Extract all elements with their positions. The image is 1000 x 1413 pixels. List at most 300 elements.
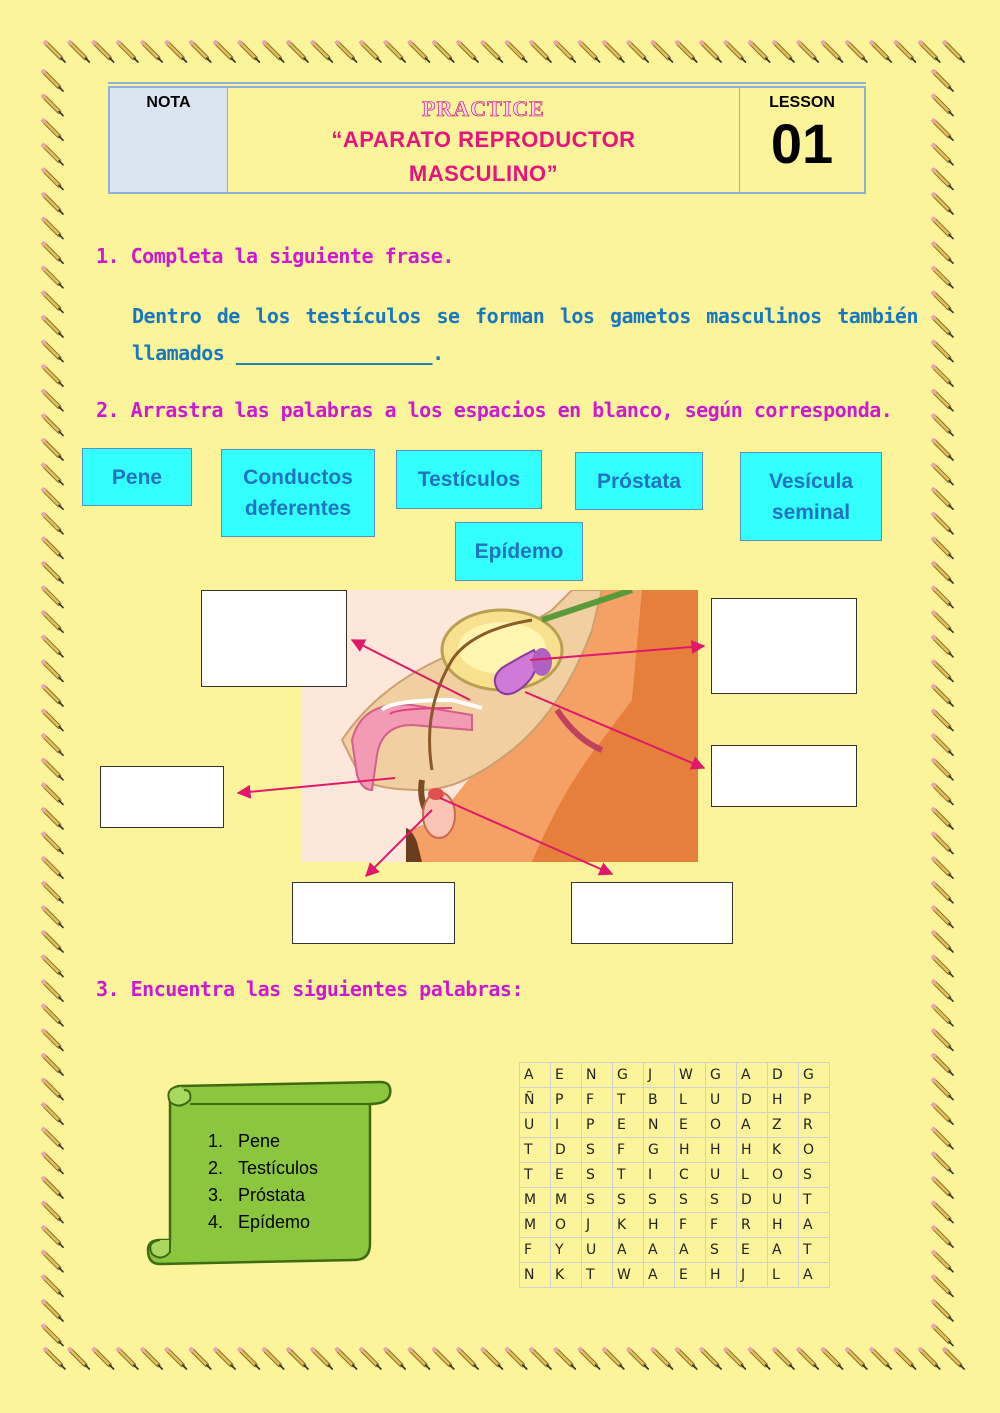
- grid-cell[interactable]: F: [582, 1088, 613, 1113]
- pencil-icon: [932, 365, 953, 386]
- pencil-icon: [360, 1348, 381, 1369]
- pencil-icon: [42, 1177, 63, 1198]
- pencil-icon: [700, 41, 721, 62]
- grid-cell[interactable]: S: [582, 1163, 613, 1188]
- pencil-icon: [190, 1348, 211, 1369]
- pencil-icon: [42, 242, 63, 263]
- grid-cell[interactable]: H: [737, 1138, 768, 1163]
- grid-cell[interactable]: A: [613, 1238, 644, 1263]
- grid-cell[interactable]: D: [551, 1138, 582, 1163]
- pencil-icon: [603, 41, 624, 62]
- pencil-icon: [932, 1128, 953, 1149]
- lesson-cell: [740, 88, 864, 192]
- grid-cell[interactable]: O: [706, 1113, 737, 1138]
- grid-cell[interactable]: F: [520, 1238, 551, 1263]
- grid-row: [520, 1088, 830, 1113]
- grid-cell[interactable]: H: [706, 1138, 737, 1163]
- pencil-icon: [932, 1251, 953, 1272]
- word-list-number: 2.: [208, 1158, 224, 1178]
- chip-vesicula-label-2: seminal: [771, 500, 851, 524]
- pencil-icon: [932, 1005, 953, 1026]
- pencil-icon: [932, 242, 953, 263]
- grid-cell[interactable]: A: [799, 1263, 830, 1288]
- grid-cell[interactable]: E: [675, 1263, 706, 1288]
- grid-cell[interactable]: A: [675, 1238, 706, 1263]
- pencil-icon: [919, 41, 940, 62]
- grid-cell[interactable]: M: [520, 1188, 551, 1213]
- chip-testiculos-label: Testículos: [417, 468, 521, 491]
- sentence-line-1: Dentro de los testículos se forman los gametos masculinos también: [132, 304, 918, 328]
- pencil-icon: [384, 1348, 405, 1369]
- pencil-icon: [932, 316, 953, 337]
- pencil-icon: [457, 1348, 478, 1369]
- pencil-icon: [870, 41, 891, 62]
- grid-cell[interactable]: N: [582, 1063, 613, 1088]
- lesson-label: LESSON: [769, 94, 835, 111]
- pencil-icon: [42, 1005, 63, 1026]
- pencil-icon: [932, 1079, 953, 1100]
- chip-testiculos[interactable]: [396, 450, 542, 509]
- pencil-icon: [481, 1348, 502, 1369]
- grid-cell[interactable]: L: [768, 1263, 799, 1288]
- grid-cell[interactable]: E: [551, 1163, 582, 1188]
- pencil-icon: [42, 513, 63, 534]
- grid-cell[interactable]: R: [799, 1113, 830, 1138]
- pencil-icon: [263, 1348, 284, 1369]
- grid-cell[interactable]: Z: [768, 1113, 799, 1138]
- pencil-icon: [117, 41, 138, 62]
- grid-cell[interactable]: N: [644, 1113, 675, 1138]
- grid-cell[interactable]: U: [768, 1188, 799, 1213]
- grid-cell[interactable]: T: [520, 1163, 551, 1188]
- pencil-icon: [42, 1275, 63, 1296]
- word-list-number: 1.: [208, 1131, 224, 1151]
- pencil-icon: [932, 587, 953, 608]
- pencil-icon: [932, 660, 953, 681]
- pencil-icon: [42, 439, 63, 460]
- grid-cell[interactable]: J: [582, 1213, 613, 1238]
- pencil-icon: [749, 1348, 770, 1369]
- pencil-icon: [676, 41, 697, 62]
- pencil-icon: [336, 41, 357, 62]
- grid-cell[interactable]: A: [737, 1113, 768, 1138]
- grid-cell[interactable]: S: [582, 1138, 613, 1163]
- practice-label: PRACTICE: [422, 96, 545, 121]
- grid-cell[interactable]: L: [737, 1163, 768, 1188]
- grid-row: [520, 1188, 830, 1213]
- grid-row: [520, 1138, 830, 1163]
- grid-cell[interactable]: A: [768, 1238, 799, 1263]
- word-list-word: Próstata: [238, 1185, 306, 1205]
- grid-cell[interactable]: H: [768, 1213, 799, 1238]
- grid-cell[interactable]: E: [613, 1113, 644, 1138]
- pencil-icon: [932, 119, 953, 140]
- grid-cell[interactable]: M: [551, 1188, 582, 1213]
- pencil-icon: [311, 41, 332, 62]
- pencil-icon: [932, 636, 953, 657]
- grid-cell[interactable]: K: [551, 1263, 582, 1288]
- grid-cell[interactable]: U: [582, 1238, 613, 1263]
- grid-row: [520, 1213, 830, 1238]
- word-list-word: Epídemo: [238, 1212, 311, 1232]
- pencil-icon: [932, 685, 953, 706]
- pencil-icon: [932, 857, 953, 878]
- grid-cell[interactable]: G: [613, 1063, 644, 1088]
- pencil-icon: [44, 41, 65, 62]
- pencil-icon: [932, 95, 953, 116]
- pencil-icon: [42, 1226, 63, 1247]
- pencil-icon: [554, 1348, 575, 1369]
- grid-cell[interactable]: D: [737, 1088, 768, 1113]
- pencil-icon: [42, 291, 63, 312]
- chip-vesicula-seminal[interactable]: [740, 452, 882, 541]
- pencil-icon: [932, 1054, 953, 1075]
- grid-cell[interactable]: S: [706, 1238, 737, 1263]
- pencil-icon: [919, 1348, 940, 1369]
- pencil-icon: [506, 41, 527, 62]
- grid-cell[interactable]: H: [768, 1088, 799, 1113]
- chip-epidemo[interactable]: [455, 522, 583, 581]
- grid-cell[interactable]: S: [675, 1188, 706, 1213]
- pencil-icon: [932, 734, 953, 755]
- pencil-icon: [932, 488, 953, 509]
- pencil-icon: [773, 41, 794, 62]
- pencil-icon: [579, 1348, 600, 1369]
- pencil-icon: [238, 1348, 259, 1369]
- pencil-icon: [932, 611, 953, 632]
- pencil-icon: [506, 1348, 527, 1369]
- word-list: [208, 1128, 318, 1236]
- pencil-icon: [932, 1177, 953, 1198]
- pencil-icon: [42, 685, 63, 706]
- pencil-icon: [932, 906, 953, 927]
- pencil-icon: [42, 1300, 63, 1321]
- pencil-icon: [42, 316, 63, 337]
- pencil-icon: [141, 1348, 162, 1369]
- pencil-icon: [42, 218, 63, 239]
- pencil-icon: [42, 611, 63, 632]
- pencil-icon: [42, 341, 63, 362]
- pencil-icon: [42, 119, 63, 140]
- grid-cell[interactable]: K: [613, 1213, 644, 1238]
- grid-cell[interactable]: H: [644, 1213, 675, 1238]
- grid-cell[interactable]: E: [737, 1238, 768, 1263]
- pencil-icon: [42, 980, 63, 1001]
- pencil-icon: [676, 1348, 697, 1369]
- grid-cell[interactable]: G: [644, 1138, 675, 1163]
- chip-conductos-deferentes[interactable]: [221, 449, 375, 537]
- pencil-icon: [797, 41, 818, 62]
- grid-cell[interactable]: J: [737, 1263, 768, 1288]
- pencil-icon: [42, 1325, 63, 1346]
- question-2-heading: 2. Arrastra las palabras a los espacios en blanco, según corresponda.: [96, 398, 893, 422]
- grid-cell[interactable]: D: [737, 1188, 768, 1213]
- grid-cell[interactable]: D: [768, 1063, 799, 1088]
- pencil-icon: [943, 41, 964, 62]
- grid-cell[interactable]: T: [613, 1163, 644, 1188]
- pencil-icon: [311, 1348, 332, 1369]
- grid-cell[interactable]: P: [551, 1088, 582, 1113]
- pencil-icon: [287, 1348, 308, 1369]
- grid-cell[interactable]: Y: [551, 1238, 582, 1263]
- chip-prostata-label: Próstata: [596, 469, 682, 493]
- pencil-icon: [932, 783, 953, 804]
- grid-cell[interactable]: S: [644, 1188, 675, 1213]
- drop-box-bottom-right[interactable]: [571, 882, 733, 944]
- grid-cell[interactable]: O: [551, 1213, 582, 1238]
- pencil-icon: [214, 1348, 235, 1369]
- grid-cell[interactable]: K: [768, 1138, 799, 1163]
- grid-cell[interactable]: M: [520, 1213, 551, 1238]
- grid-cell[interactable]: F: [675, 1213, 706, 1238]
- grid-cell[interactable]: A: [737, 1063, 768, 1088]
- pencil-icon: [932, 1226, 953, 1247]
- pencil-icon: [42, 906, 63, 927]
- pencil-icon: [846, 41, 867, 62]
- pencil-icon: [932, 70, 953, 91]
- grid-cell[interactable]: S: [613, 1188, 644, 1213]
- pencil-icon: [895, 1348, 916, 1369]
- pencil-icon: [42, 833, 63, 854]
- pencil-icon: [603, 1348, 624, 1369]
- pencil-icon: [42, 931, 63, 952]
- grid-cell[interactable]: O: [768, 1163, 799, 1188]
- pencil-icon: [166, 1348, 187, 1369]
- pencil-icon: [190, 41, 211, 62]
- pencil-icon: [42, 537, 63, 558]
- chip-pene-label: Pene: [111, 465, 163, 489]
- grid-cell[interactable]: G: [799, 1063, 830, 1088]
- pencil-icon: [627, 41, 648, 62]
- pencil-icon: [932, 759, 953, 780]
- pencil-icon: [42, 144, 63, 165]
- pencil-icon: [822, 41, 843, 62]
- grid-cell[interactable]: N: [520, 1263, 551, 1288]
- pencil-icon: [932, 1029, 953, 1050]
- pencil-icon: [42, 660, 63, 681]
- chip-pene[interactable]: [82, 448, 192, 506]
- pencil-icon: [932, 833, 953, 854]
- grid-cell[interactable]: T: [520, 1138, 551, 1163]
- pencil-icon: [42, 759, 63, 780]
- grid-cell[interactable]: A: [799, 1213, 830, 1238]
- pencil-icon: [42, 636, 63, 657]
- word-search-grid: [519, 1062, 830, 1288]
- grid-cell[interactable]: H: [706, 1263, 737, 1288]
- sentence-line-2[interactable]: llamados _________________.: [132, 341, 444, 365]
- drop-box-top-left[interactable]: [201, 590, 347, 687]
- grid-row: [520, 1113, 830, 1138]
- grid-cell[interactable]: W: [613, 1263, 644, 1288]
- grid-cell[interactable]: I: [644, 1163, 675, 1188]
- pencil-icon: [932, 439, 953, 460]
- pencil-icon: [554, 41, 575, 62]
- pencil-icon: [895, 41, 916, 62]
- pencil-icon: [42, 95, 63, 116]
- header-table: [108, 86, 866, 194]
- pencil-icon: [932, 710, 953, 731]
- pencil-icon: [481, 41, 502, 62]
- pencil-icon: [42, 1251, 63, 1272]
- pencil-icon: [141, 41, 162, 62]
- pencil-icon: [457, 41, 478, 62]
- pencil-icon: [42, 1202, 63, 1223]
- pencil-icon: [409, 1348, 430, 1369]
- drop-box-mid-right[interactable]: [711, 745, 857, 807]
- pencil-icon: [42, 587, 63, 608]
- grid-cell[interactable]: P: [582, 1113, 613, 1138]
- pencil-icon: [797, 1348, 818, 1369]
- word-list-number: 3.: [208, 1185, 224, 1205]
- pencil-icon: [627, 1348, 648, 1369]
- pencil-icon: [42, 70, 63, 91]
- grid-cell[interactable]: E: [675, 1113, 706, 1138]
- pencil-icon: [932, 931, 953, 952]
- pencil-icon: [932, 1300, 953, 1321]
- pencil-icon: [870, 1348, 891, 1369]
- pencil-icon: [42, 168, 63, 189]
- pencil-icon: [652, 1348, 673, 1369]
- pencil-icon: [932, 1275, 953, 1296]
- pencil-icon: [42, 710, 63, 731]
- question-3-heading: 3. Encuentra las siguientes palabras:: [96, 977, 524, 1001]
- grid-cell[interactable]: T: [799, 1238, 830, 1263]
- grid-cell[interactable]: S: [706, 1188, 737, 1213]
- grid-cell[interactable]: T: [799, 1188, 830, 1213]
- pencil-icon: [932, 390, 953, 411]
- pencil-icon: [360, 41, 381, 62]
- pencil-icon: [42, 857, 63, 878]
- pencil-icon: [932, 291, 953, 312]
- pencil-icon: [68, 1348, 89, 1369]
- pencil-icon: [42, 1054, 63, 1075]
- grid-cell[interactable]: W: [675, 1063, 706, 1088]
- grid-cell[interactable]: C: [675, 1163, 706, 1188]
- grid-cell[interactable]: U: [520, 1113, 551, 1138]
- question-1-heading: 1. Completa la siguiente frase.: [96, 244, 454, 268]
- word-list-item: [208, 1155, 318, 1182]
- word-list-item: [208, 1128, 318, 1155]
- pencil-icon: [932, 562, 953, 583]
- pencil-icon: [932, 513, 953, 534]
- grid-cell[interactable]: A: [644, 1263, 675, 1288]
- pencil-icon: [579, 41, 600, 62]
- word-list-word: Testículos: [238, 1158, 319, 1178]
- pencil-icon: [932, 464, 953, 485]
- chip-prostata[interactable]: [575, 452, 703, 510]
- pencil-icon: [117, 1348, 138, 1369]
- pencil-icon: [93, 41, 114, 62]
- pencil-icon: [700, 1348, 721, 1369]
- pencil-icon: [932, 537, 953, 558]
- pencil-icon: [773, 1348, 794, 1369]
- grid-cell[interactable]: A: [644, 1238, 675, 1263]
- grid-cell[interactable]: A: [520, 1063, 551, 1088]
- grid-cell[interactable]: F: [613, 1138, 644, 1163]
- pencil-icon: [433, 41, 454, 62]
- grid-cell[interactable]: O: [799, 1138, 830, 1163]
- drop-box-left[interactable]: [100, 766, 224, 828]
- chip-conductos-label-2: deferentes: [244, 497, 352, 520]
- pencil-icon: [42, 734, 63, 755]
- grid-cell[interactable]: Ñ: [520, 1088, 551, 1113]
- pencil-icon: [287, 41, 308, 62]
- drop-box-top-right[interactable]: [711, 598, 857, 694]
- grid-row: [520, 1238, 830, 1263]
- pencil-icon: [749, 41, 770, 62]
- grid-cell[interactable]: G: [706, 1063, 737, 1088]
- pencil-icon: [932, 193, 953, 214]
- pencil-icon: [42, 414, 63, 435]
- pencil-icon: [42, 1152, 63, 1173]
- pencil-icon: [724, 1348, 745, 1369]
- chip-vesicula-label-1: Vesícula: [768, 469, 854, 493]
- pencil-icon: [932, 1152, 953, 1173]
- pencil-icon: [932, 168, 953, 189]
- lesson-number: 01: [770, 112, 834, 175]
- pencil-icon: [42, 808, 63, 829]
- grid-cell[interactable]: H: [675, 1138, 706, 1163]
- grid-cell[interactable]: S: [799, 1163, 830, 1188]
- grid-cell[interactable]: T: [613, 1088, 644, 1113]
- pencil-icon: [932, 956, 953, 977]
- pencil-icon: [846, 1348, 867, 1369]
- pencil-icon: [932, 980, 953, 1001]
- pencil-icon: [42, 267, 63, 288]
- pencil-icon: [530, 41, 551, 62]
- pencil-icon: [932, 1103, 953, 1124]
- grid-row: [520, 1263, 830, 1288]
- pencil-icon: [42, 783, 63, 804]
- pencil-icon: [409, 41, 430, 62]
- title-line-2: MASCULINO”: [408, 161, 559, 186]
- grid-cell[interactable]: B: [644, 1088, 675, 1113]
- grid-cell[interactable]: I: [551, 1113, 582, 1138]
- pencil-icon: [652, 41, 673, 62]
- pencil-icon: [932, 341, 953, 362]
- pencil-icon: [932, 1325, 953, 1346]
- title-cell: [228, 88, 740, 192]
- grid-row: [520, 1163, 830, 1188]
- pencil-icon: [42, 1103, 63, 1124]
- grid-cell[interactable]: U: [706, 1163, 737, 1188]
- grid-cell[interactable]: T: [582, 1263, 613, 1288]
- pencil-icon: [68, 41, 89, 62]
- pencil-icon: [433, 1348, 454, 1369]
- pencil-icon: [943, 1348, 964, 1369]
- grid-cell[interactable]: P: [799, 1088, 830, 1113]
- pencil-icon: [42, 193, 63, 214]
- word-list-item: [208, 1209, 318, 1236]
- anatomy-diagram: [302, 590, 698, 862]
- grid-cell[interactable]: U: [706, 1088, 737, 1113]
- grid-cell[interactable]: E: [551, 1063, 582, 1088]
- word-list-number: 4.: [208, 1212, 224, 1232]
- grid-cell[interactable]: S: [582, 1188, 613, 1213]
- grid-cell[interactable]: F: [706, 1213, 737, 1238]
- grid-cell[interactable]: J: [644, 1063, 675, 1088]
- grid-cell[interactable]: L: [675, 1088, 706, 1113]
- pencil-icon: [42, 1079, 63, 1100]
- pencil-icon: [44, 1348, 65, 1369]
- pencil-icon: [932, 1202, 953, 1223]
- pencil-icon: [42, 365, 63, 386]
- pencil-icon: [530, 1348, 551, 1369]
- drop-box-bottom-left[interactable]: [292, 882, 455, 944]
- pencil-icon: [42, 956, 63, 977]
- grid-cell[interactable]: R: [737, 1213, 768, 1238]
- pencil-icon: [42, 464, 63, 485]
